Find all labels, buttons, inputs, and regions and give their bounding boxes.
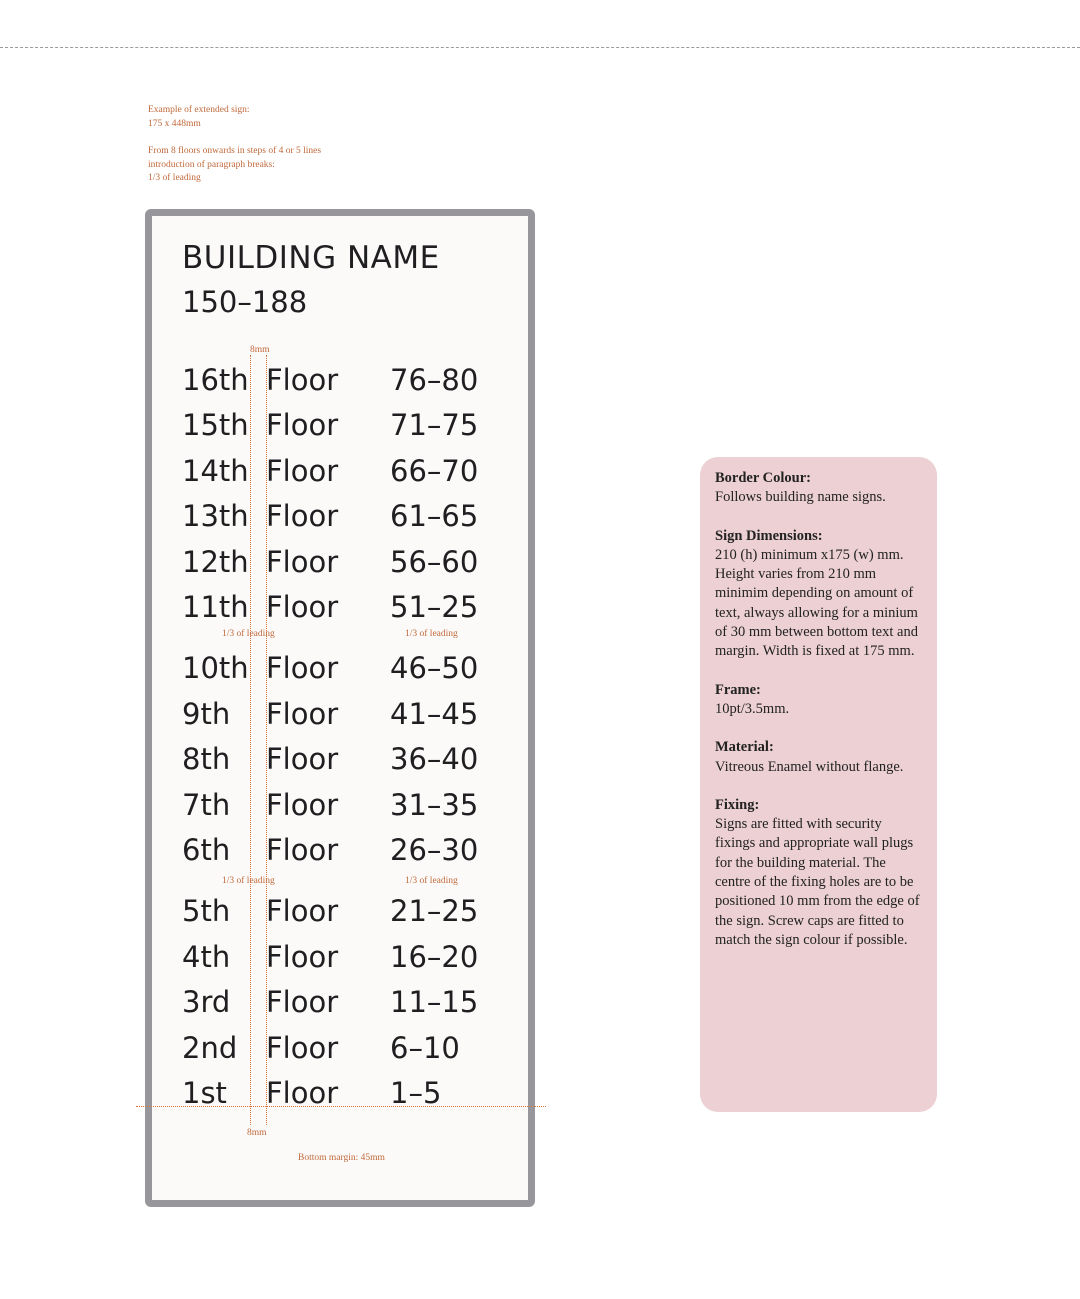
material-section: [715, 738, 923, 777]
dimensions-text: 210 (h) minimum x175 (w) mm. Height varies from 210 mm minimim depending on amount of text, always allowing for a minium of 30 mm between bottom text and margin. Width is fixed at 175 mm.: [715, 546, 918, 660]
guide-line-left: [250, 355, 251, 1125]
floor-range: 56–60: [390, 545, 479, 579]
floor-label: Floor: [266, 1031, 339, 1065]
frame-heading: Frame:: [715, 681, 761, 698]
border-colour-heading: Border Colour:: [715, 470, 811, 486]
building-range: 150–188: [182, 285, 308, 319]
floor-range: 66–70: [390, 454, 479, 488]
guide-line-bottom: [136, 1106, 546, 1107]
floor-row: [182, 590, 512, 630]
floor-label: Floor: [266, 833, 339, 867]
floor-label: Floor: [266, 894, 339, 928]
dashed-separator: [0, 47, 1080, 48]
floor-label: Floor: [266, 788, 339, 822]
floor-row: [182, 788, 512, 828]
floor-range: 76–80: [390, 363, 479, 397]
floor-ordinal: 12th: [182, 545, 249, 579]
floor-ordinal: 15th: [182, 408, 249, 442]
floor-label: Floor: [266, 651, 339, 685]
floor-row: [182, 499, 512, 539]
floor-range: 6–10: [390, 1031, 460, 1065]
floor-range: 71–75: [390, 408, 479, 442]
building-name: BUILDING NAME: [182, 240, 440, 276]
floor-ordinal: 7th: [182, 788, 231, 822]
floor-ordinal: 10th: [182, 651, 249, 685]
leading-label-right-2: 1/3 of leading: [405, 876, 458, 886]
dimensions-section: [715, 527, 923, 662]
floor-ordinal: 13th: [182, 499, 249, 533]
floor-row: [182, 894, 512, 934]
frame-section: [715, 681, 923, 720]
floor-ordinal: 4th: [182, 940, 231, 974]
floor-range: 31–35: [390, 788, 479, 822]
guide-line-right: [266, 355, 267, 1125]
material-text: Vitreous Enamel without flange.: [715, 758, 904, 775]
floor-range: 11–15: [390, 985, 479, 1019]
example-note: [148, 104, 321, 186]
spec-panel: [700, 457, 937, 1112]
floor-row: [182, 1031, 512, 1071]
material-heading: Material:: [715, 739, 774, 756]
floor-row: [182, 454, 512, 494]
floor-row: [182, 363, 512, 403]
floor-range: 41–45: [390, 697, 479, 731]
floor-range: 36–40: [390, 742, 479, 776]
floor-range: 46–50: [390, 651, 479, 685]
floor-range: 21–25: [390, 894, 479, 928]
floor-row: [182, 1076, 512, 1116]
floor-row: [182, 940, 512, 980]
border-colour-text: Follows building name signs.: [715, 489, 886, 506]
floor-row: [182, 985, 512, 1025]
floor-ordinal: 1st: [182, 1076, 227, 1110]
floor-label: Floor: [266, 1076, 339, 1110]
floor-range: 1–5: [390, 1076, 442, 1110]
fixing-section: [715, 796, 923, 950]
frame-text: 10pt/3.5mm.: [715, 700, 790, 717]
fixing-heading: Fixing:: [715, 796, 760, 813]
floor-range: 61–65: [390, 499, 479, 533]
floor-label: Floor: [266, 408, 339, 442]
floor-ordinal: 6th: [182, 833, 231, 867]
floor-ordinal: 11th: [182, 590, 249, 624]
floor-row: [182, 545, 512, 585]
bottom-margin-label: Bottom margin: 45mm: [298, 1153, 385, 1163]
note-line-2: 175 x 448mm: [148, 118, 201, 129]
floor-row: [182, 408, 512, 448]
floor-label: Floor: [266, 499, 339, 533]
bottom-side-margin-label: 8mm: [247, 1128, 267, 1138]
floor-label: Floor: [266, 363, 339, 397]
leading-label-right-1: 1/3 of leading: [405, 629, 458, 639]
floor-ordinal: 2nd: [182, 1031, 238, 1065]
floor-ordinal: 5th: [182, 894, 231, 928]
floor-label: Floor: [266, 590, 339, 624]
note-line-4: introduction of paragraph breaks:: [148, 159, 275, 170]
dimensions-heading: Sign Dimensions:: [715, 527, 823, 544]
note-line-3: From 8 floors onwards in steps of 4 or 5 lines: [148, 146, 322, 156]
floor-range: 51–25: [390, 590, 479, 624]
leading-label-left-2: 1/3 of leading: [222, 876, 275, 886]
floor-ordinal: 14th: [182, 454, 249, 488]
floor-row: [182, 833, 512, 873]
floor-ordinal: 16th: [182, 363, 249, 397]
floor-row: [182, 742, 512, 782]
floor-label: Floor: [266, 985, 339, 1019]
floor-label: Floor: [266, 940, 339, 974]
floor-row: [182, 697, 512, 737]
floor-label: Floor: [266, 545, 339, 579]
note-line-5: 1/3 of leading: [148, 173, 201, 183]
border-colour-section: [715, 469, 923, 508]
floor-ordinal: 3rd: [182, 985, 231, 1019]
floor-range: 26–30: [390, 833, 479, 867]
floor-row: [182, 651, 512, 691]
floor-label: Floor: [266, 742, 339, 776]
floor-label: Floor: [266, 454, 339, 488]
top-margin-label: 8mm: [250, 345, 270, 355]
note-line-1: Example of extended sign:: [148, 105, 250, 115]
floor-ordinal: 8th: [182, 742, 231, 776]
fixing-text: Signs are fitted with security fixings and appropriate wall plugs for the building material. The centre of the fixing holes are to be positioned 10 mm from the edge of the sign. Screw caps are fitted to match the sign colour if possible.: [715, 816, 920, 948]
floor-label: Floor: [266, 697, 339, 731]
floor-ordinal: 9th: [182, 697, 231, 731]
leading-label-left-1: 1/3 of leading: [222, 629, 275, 639]
floor-range: 16–20: [390, 940, 479, 974]
